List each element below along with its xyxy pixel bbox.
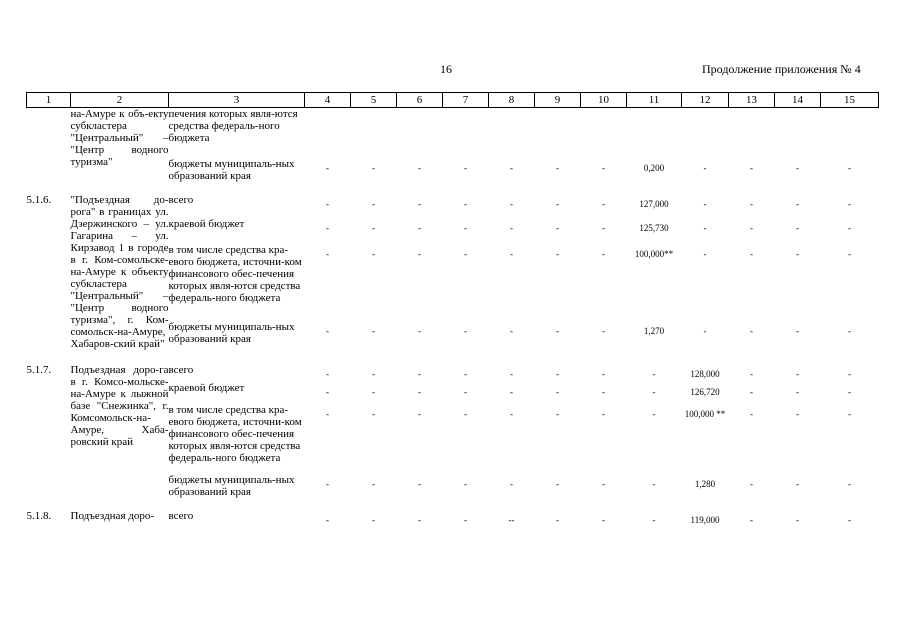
funding-source: бюджеты муниципаль-ных образований края [168, 158, 295, 182]
value-cell: - [848, 479, 851, 489]
value-cell: - [750, 515, 753, 525]
value-cell: - [750, 223, 753, 234]
funding-source: краевой бюджет [168, 218, 245, 231]
value-cell [397, 108, 443, 145]
value-cell: - [703, 223, 707, 234]
value-cell: - [418, 199, 421, 209]
value-cell: - [372, 409, 375, 419]
value-cell [443, 108, 489, 145]
value-cell: - [848, 387, 851, 397]
value-cell: - [372, 199, 375, 209]
value-cell [775, 108, 821, 145]
funding-source: бюджеты муниципаль-ных образований края [168, 321, 295, 346]
item-number: 5.1.7. [26, 364, 52, 376]
value-cell: - [556, 515, 559, 525]
value-cell: - [602, 369, 605, 379]
column-header: 12 [682, 93, 729, 108]
value-cell: - [750, 369, 753, 379]
value-cell: - [326, 409, 329, 419]
value-cell: - [750, 409, 753, 419]
value-cell: - [796, 409, 799, 419]
table-row [27, 364, 879, 380]
value-cell: - [326, 326, 329, 337]
value-cell [581, 108, 627, 145]
value-cell: - [602, 326, 605, 337]
header-row [27, 93, 879, 108]
value-cell: - [602, 479, 605, 489]
column-header: 13 [729, 93, 775, 108]
value-cell: 126,720 [690, 387, 720, 397]
funding-source: всего [168, 364, 194, 376]
spacer-row [27, 350, 879, 364]
value-cell: - [418, 369, 421, 379]
value-cell: - [372, 369, 375, 379]
item-number [27, 108, 71, 183]
value-cell [821, 108, 879, 145]
value-cell: - [326, 515, 329, 525]
value-cell: - [372, 326, 375, 337]
value-cell: - [464, 199, 467, 209]
value-cell: - [464, 326, 467, 337]
spacer-cell [27, 350, 879, 364]
value-cell: - [556, 409, 559, 419]
column-header: 2 [71, 93, 169, 108]
table-row [27, 108, 879, 145]
value-cell: - [848, 369, 851, 379]
value-cell: - [326, 387, 329, 397]
column-header: 15 [821, 93, 879, 108]
value-cell: - [464, 369, 467, 379]
value-cell: - [796, 199, 799, 209]
value-cell: - [464, 515, 467, 525]
value-cell: 128,000 [690, 369, 720, 379]
value-cell: - [848, 515, 851, 525]
value-cell: - [464, 163, 467, 173]
value-cell: - [418, 515, 421, 525]
value-cell [682, 108, 729, 145]
value-cell: - [848, 409, 851, 419]
value-cell: 1,270 [643, 326, 665, 337]
value-cell: - [510, 369, 513, 379]
object-name: Подъездная доро- [70, 510, 155, 522]
value-cell: - [372, 515, 375, 525]
value-cell: - [796, 223, 799, 234]
value-cell: 100,000 ** [684, 409, 726, 419]
column-header: 11 [627, 93, 682, 108]
spacer-row [27, 498, 879, 510]
column-header: 1 [27, 93, 71, 108]
value-cell: - [464, 387, 467, 397]
value-cell: - [602, 387, 605, 397]
value-cell [535, 108, 581, 145]
value-cell: - [418, 479, 421, 489]
value-cell: - [510, 409, 513, 419]
value-cell: - [510, 223, 513, 234]
value-cell: - [556, 199, 559, 209]
value-cell: - [418, 163, 421, 173]
value-cell: - [652, 515, 656, 525]
value-cell: 119,000 [690, 515, 720, 525]
value-cell: - [796, 326, 799, 337]
value-cell: - [372, 163, 375, 173]
value-cell: - [796, 369, 799, 379]
value-cell: - [326, 199, 329, 209]
value-cell: - [750, 479, 753, 489]
value-cell: - [372, 248, 375, 259]
page-number: 16 [440, 62, 452, 76]
value-cell: - [750, 199, 753, 209]
value-cell: - [796, 515, 799, 525]
funding-source: краевой бюджет [168, 382, 245, 394]
value-cell: - [602, 409, 605, 419]
value-cell: - [510, 479, 513, 489]
value-cell: - [326, 369, 329, 379]
value-cell: - [796, 163, 799, 173]
value-cell: - [372, 223, 375, 234]
value-cell: - [556, 326, 559, 337]
value-cell: - [418, 387, 421, 397]
value-cell: 1,280 [694, 479, 716, 489]
value-cell: - [796, 479, 799, 489]
financing-table [26, 92, 879, 526]
value-cell: - [602, 223, 605, 234]
value-cell: - [602, 163, 605, 173]
value-cell: - [372, 387, 375, 397]
column-header: 7 [443, 93, 489, 108]
column-header: 3 [169, 93, 305, 108]
value-cell [305, 108, 351, 145]
spacer-cell [27, 498, 879, 510]
value-cell: - [848, 248, 851, 259]
value-cell: - [464, 479, 467, 489]
object-name: Подъездная доро-га в г. Комсо-мольске-на-Амуре к лыжной базе "Снежинка", г. Комсомольск-на-Амуре, Хаба-ровский край [70, 364, 169, 448]
table-row [27, 510, 879, 526]
funding-source: в том числе средства кра-евого бюджета, источни-ком финансового обес-печения которых явля-ются средства федераль-ного бюджета [168, 243, 302, 304]
spacer-row [27, 182, 879, 194]
value-cell: - [326, 479, 329, 489]
value-cell: 127,000 [639, 199, 669, 209]
value-cell: - [510, 248, 513, 259]
value-cell: - [703, 248, 707, 259]
value-cell [729, 108, 775, 145]
funding-source: в том числе средства кра-евого бюджета, источни-ком финансового обес-печения которых явля-ются средства федераль-ного бюджета [168, 404, 302, 464]
value-cell: 125,730 [639, 223, 669, 234]
value-cell: - [372, 479, 375, 489]
value-cell: - [602, 199, 605, 209]
value-cell: - [418, 409, 421, 419]
value-cell: - [510, 326, 513, 337]
value-cell: - [510, 199, 513, 209]
value-cell: - [848, 163, 851, 173]
value-cell: - [556, 387, 559, 397]
value-cell: - [464, 409, 467, 419]
funding-source: всего [168, 194, 194, 206]
value-cell: - [326, 163, 329, 173]
item-number: 5.1.8. [26, 510, 52, 522]
column-header: 10 [581, 93, 627, 108]
value-cell: - [848, 199, 851, 209]
object-name: на-Амуре к объ-екту субкластера "Центральный" – "Центр водного туризма" [70, 108, 169, 168]
value-cell: - [750, 248, 753, 259]
value-cell: - [418, 326, 421, 337]
value-cell: 0,200 [643, 163, 665, 173]
column-header: 8 [489, 93, 535, 108]
value-cell: - [848, 223, 851, 234]
value-cell: - [703, 326, 707, 337]
value-cell: -- [508, 515, 515, 525]
value-cell: - [750, 326, 753, 337]
value-cell: - [556, 163, 559, 173]
value-cell [489, 108, 535, 145]
column-header: 6 [397, 93, 443, 108]
value-cell: - [652, 479, 656, 489]
value-cell: - [464, 223, 467, 234]
value-cell: - [848, 326, 851, 337]
value-cell: - [750, 387, 753, 397]
value-cell [351, 108, 397, 145]
funding-source: всего [168, 510, 194, 522]
value-cell: - [464, 248, 467, 259]
value-cell: - [418, 223, 421, 234]
item-number: 5.1.6. [26, 194, 52, 206]
funding-source: бюджеты муниципаль-ных образований края [168, 474, 295, 498]
value-cell: - [602, 515, 605, 525]
value-cell: - [418, 248, 421, 259]
continuation-note: Продолжение приложения № 4 [702, 62, 861, 76]
value-cell: - [703, 199, 707, 209]
value-cell: - [556, 369, 559, 379]
object-name: "Подъездная до-рога" в границах ул. Дзержинского – ул. Гагарина – ул. Кирзавод 1 в городе в г. Ком-сомольске-на-Амуре к объекту субкластера "Центральный" – "Центр водного туризма", г. Ком-сомольск-на-Амуре, Хабаров-ский край" [70, 194, 169, 350]
column-header: 4 [305, 93, 351, 108]
value-cell: - [510, 387, 513, 397]
value-cell: - [652, 409, 656, 419]
column-header: 14 [775, 93, 821, 108]
column-header: 5 [351, 93, 397, 108]
value-cell: - [556, 223, 559, 234]
value-cell: - [556, 248, 559, 259]
column-header: 9 [535, 93, 581, 108]
value-cell: - [556, 479, 559, 489]
value-cell: - [326, 223, 329, 234]
value-cell: - [703, 163, 707, 173]
value-cell: - [796, 248, 799, 259]
value-cell: 100,000** [634, 248, 674, 259]
value-cell: - [652, 369, 656, 379]
value-cell: - [326, 248, 329, 259]
spacer-cell [27, 182, 879, 194]
value-cell: - [510, 163, 513, 173]
value-cell [627, 108, 682, 145]
value-cell: - [796, 387, 799, 397]
table-row [27, 194, 879, 212]
value-cell: - [750, 163, 753, 173]
funding-source: печения которых явля-ются средства федераль-ного бюджета [168, 108, 298, 144]
value-cell: - [602, 248, 605, 259]
value-cell: - [652, 387, 656, 397]
